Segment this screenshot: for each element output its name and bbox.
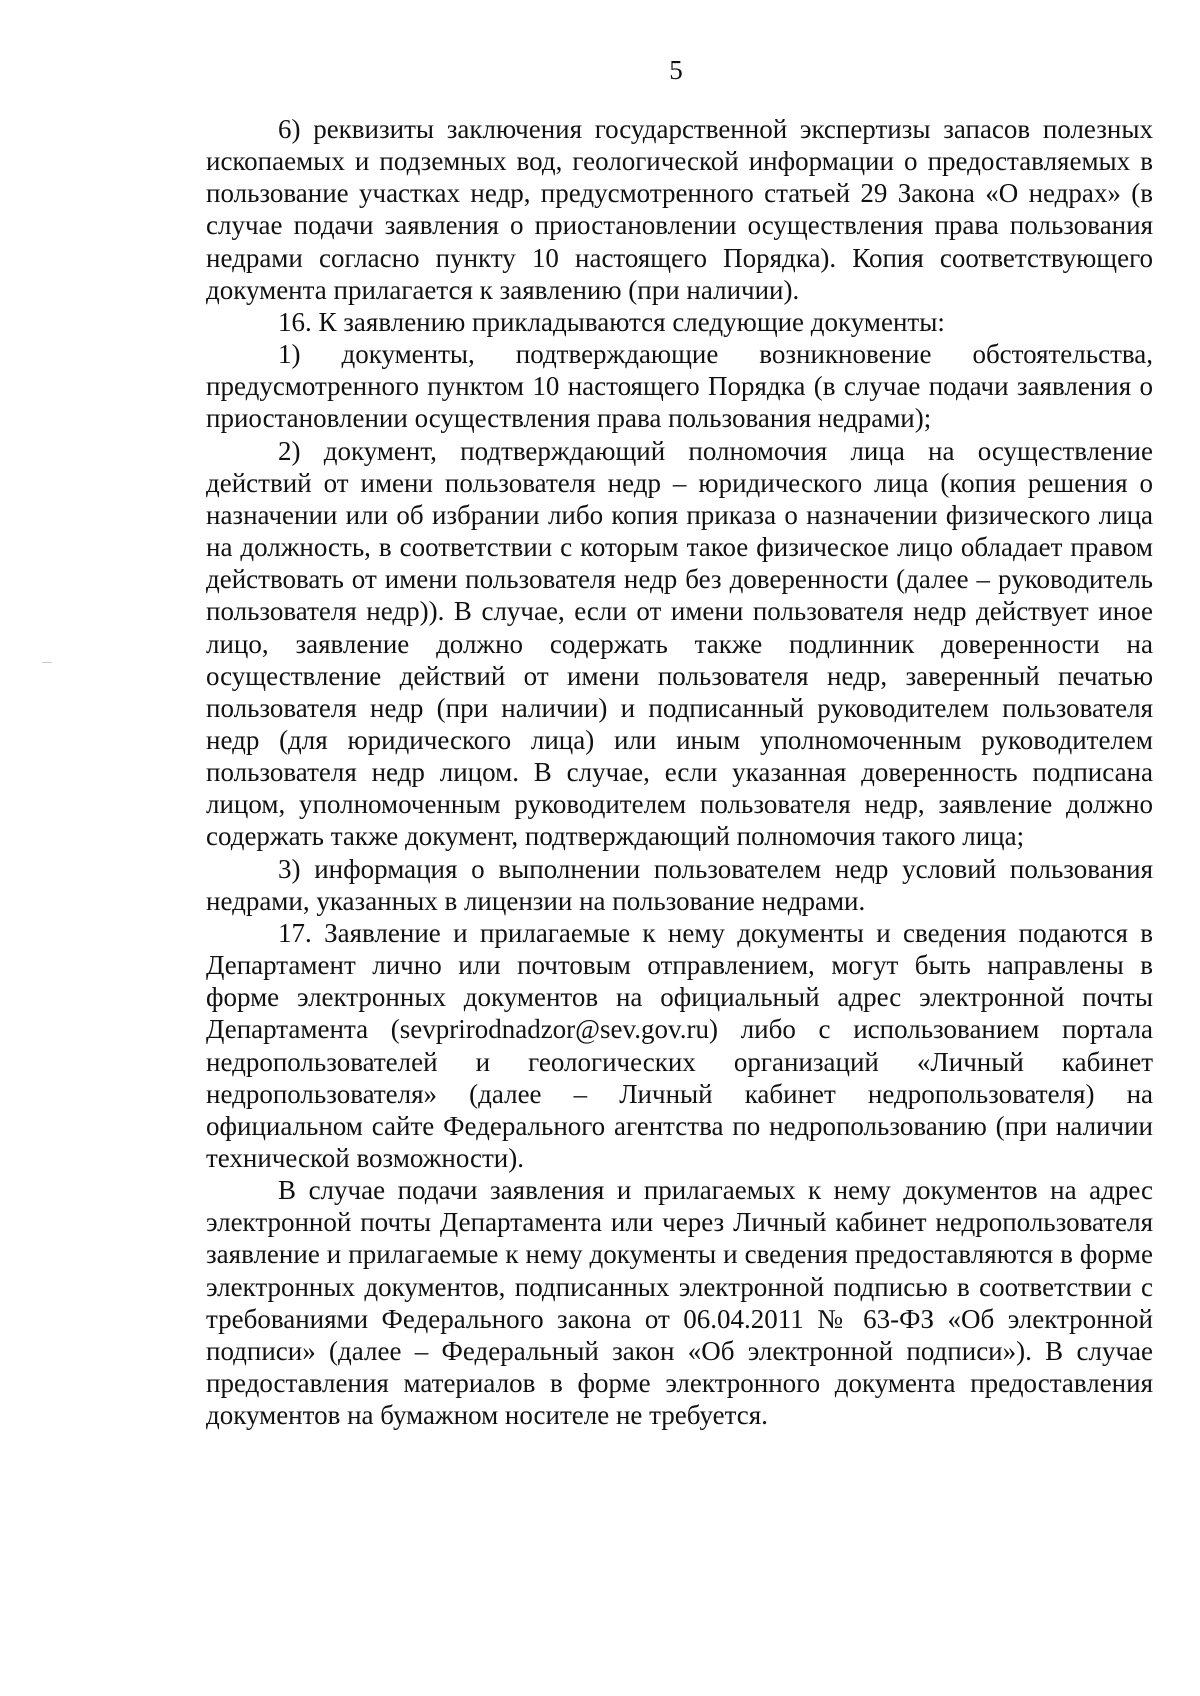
paragraph-16: 16. К заявлению прикладываются следующие документы: <box>278 306 945 337</box>
page-number: 5 <box>669 55 683 85</box>
paragraph-16-item-3: 3) информация о выполнении пользователем недр условий пользования недрами, указанных в лицензии на пользование недрами. <box>206 853 1153 916</box>
paragraph-17: 17. Заявление и прилагаемые к нему документы и сведения подаются в Департамент лично или почтовым отправлением, могут быть направлены в форме электронных документов на официальный адрес электронной почты Департамента (sevprirodnadzor@sev.gov.ru) либо с использованием портала недропользователей и геологических организаций «Личный кабинет недропользователя» (далее – Личный кабинет недропользователя) на официальном сайте Федерального агентства по недропользованию (при наличии технической возможности). <box>206 917 1153 1173</box>
paragraph-electronic-submission: В случае подачи заявления и прилагаемых к нему документов на адрес электронной почты Департамента или через Личный кабинет недропользователя заявление и прилагаемые к нему документы и сведения предоставляются в форме электронных документов, подписанных электронной подписью в соответствии с требованиями Федерального закона от 06.04.2011 № 63-ФЗ «Об электронной подписи» (далее – Федеральный закон «Об электронной подписи»). В случае предоставления материалов в форме электронного документа предоставления документов на бумажном носителе не требуется. <box>206 1175 1153 1431</box>
paragraph-16-item-2: 2) документ, подтверждающий полномочия лица на осуществление действий от имени пользователя недр – юридического лица (копия решения о назначении или об избрании либо копия приказа о назначении физического лица на должность, в соответствии с которым такое физическое лицо обладает правом действовать от имени пользователя недр без доверенности (далее – руководитель пользователя недр)). В случае, если от имени пользователя недр действует иное лицо, заявление должно содержать также подлинник доверенности на осуществление действий от имени пользователя недр, заверенный печатью пользователя недр (при наличии) и подписанный руководителем пользователя недр (для юридического лица) или иным уполномоченным руководителем пользователя недр лицом. В случае, если указанная доверенность подписана лицом, уполномоченным руководителем пользователя недр, заявление должно содержать также документ, подтверждающий полномочия такого лица; <box>206 435 1153 852</box>
paragraph-16-item-1: 1) документы, подтверждающие возникновение обстоятельства, предусмотренного пунктом 10 настоящего Порядка (в случае подачи заявления о приостановлении осуществления права пользования недрами); <box>206 339 1153 434</box>
document-body <box>206 113 1153 1431</box>
scan-mark <box>42 662 52 663</box>
paragraph-item-6: 6) реквизиты заключения государственной экспертизы запасов полезных ископаемых и подземных вод, геологической информации о предоставляемых в пользование участках недр, предусмотренного статьей 29 Закона «О недрах» (в случае подачи заявления о приостановлении осуществления права пользования недрами согласно пункту 10 настоящего Порядка). Копия соответствующего документа прилагается к заявлению (при наличии). <box>206 114 1153 305</box>
